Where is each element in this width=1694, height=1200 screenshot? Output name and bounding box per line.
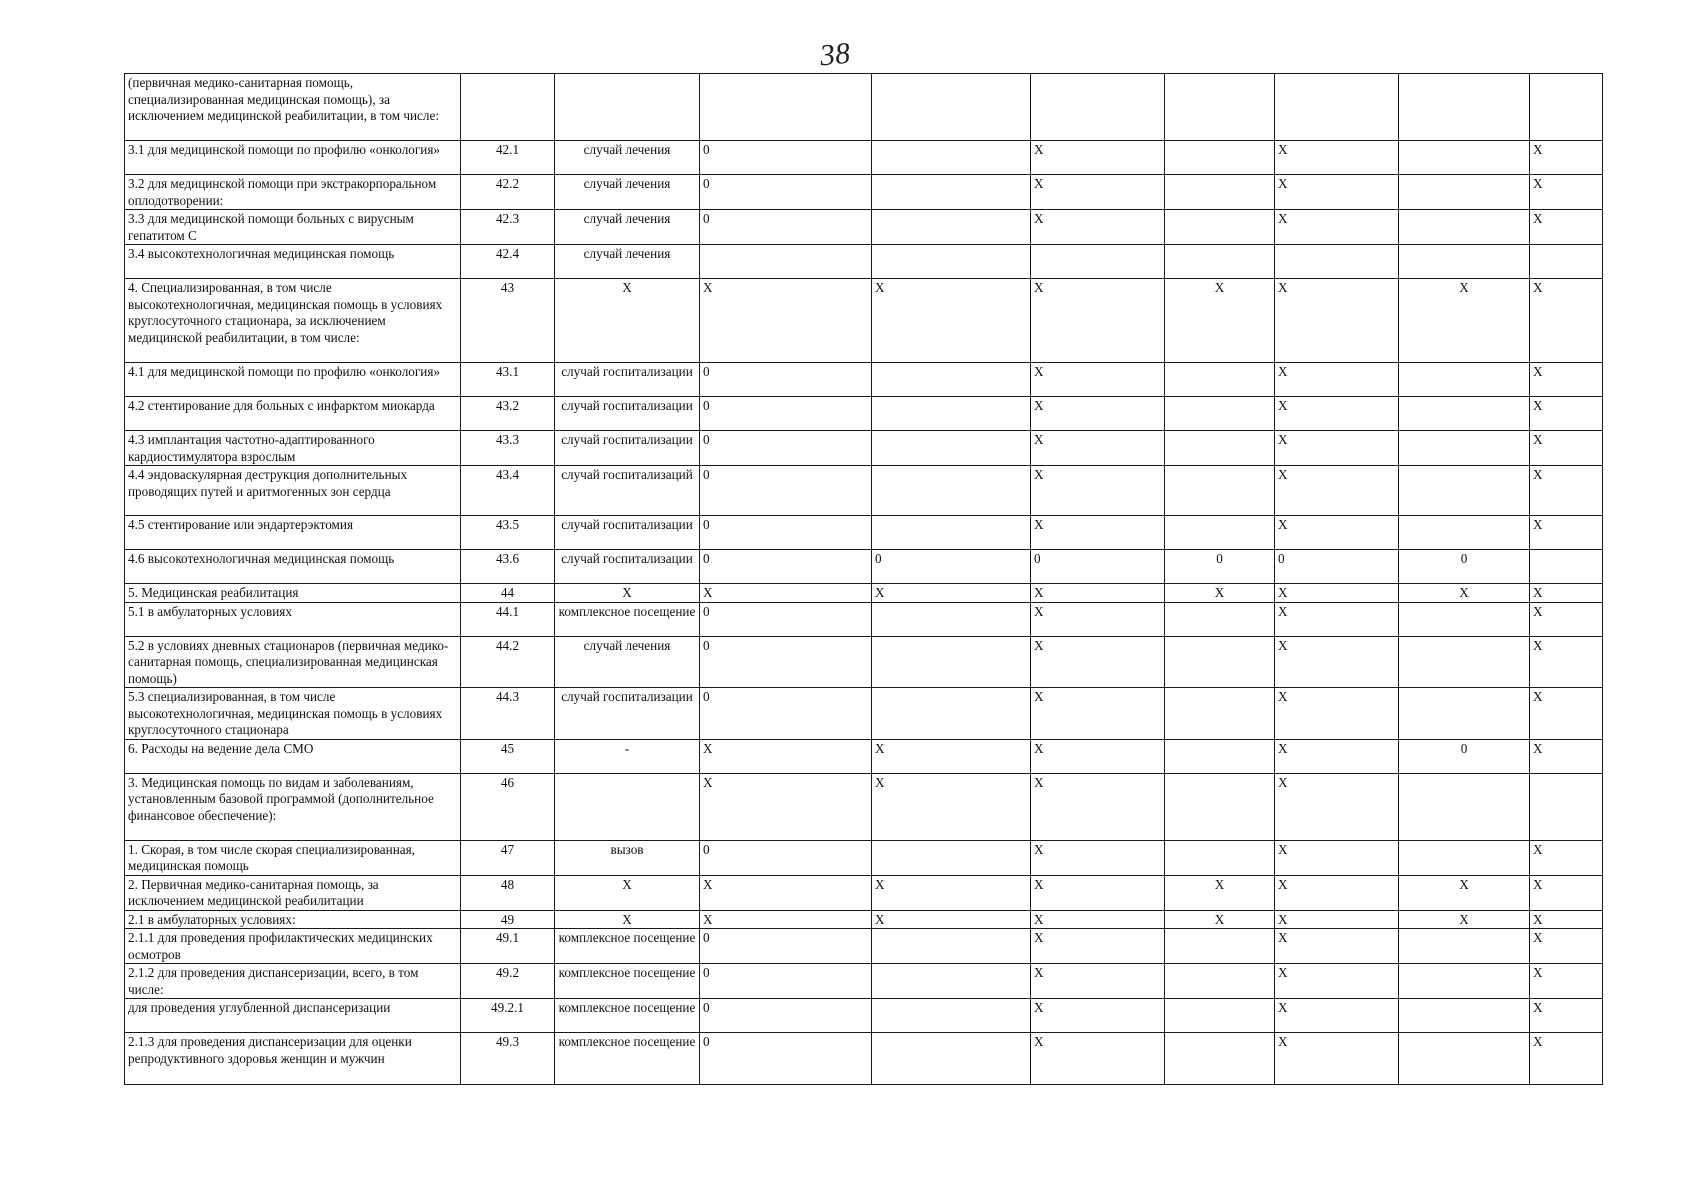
row-name: 3.2 для медицинской помощи при экстракорпоральном оплодотворении: [125, 175, 461, 210]
value-cell-10 [1530, 773, 1603, 840]
table-row [125, 875, 1603, 910]
value-cell-9: X [1399, 279, 1530, 363]
value-cell-7: X [1165, 875, 1275, 910]
unit-cell: случай лечения [555, 210, 700, 245]
unit-cell [555, 773, 700, 840]
value-cell-10: X [1530, 875, 1603, 910]
page-number: 38 [818, 36, 852, 73]
value-cell-7 [1165, 141, 1275, 175]
value-cell-7 [1165, 74, 1275, 141]
value-cell-10: X [1530, 636, 1603, 688]
value-cell-5 [872, 466, 1031, 516]
table-row [125, 999, 1603, 1033]
value-cell-10: X [1530, 602, 1603, 636]
value-cell-6: X [1031, 516, 1165, 550]
row-name: 4.6 высокотехнологичная медицинская помощь [125, 550, 461, 584]
row-code: 45 [461, 739, 555, 773]
unit-cell: случай госпитализации [555, 431, 700, 466]
row-code: 42.4 [461, 245, 555, 279]
value-cell-6: 0 [1031, 550, 1165, 584]
value-cell-8: X [1275, 739, 1399, 773]
value-cell-10: X [1530, 141, 1603, 175]
row-name: 3.4 высокотехнологичная медицинская помощь [125, 245, 461, 279]
value-cell-7 [1165, 1033, 1275, 1085]
value-cell-9 [1399, 688, 1530, 740]
unit-cell: X [555, 279, 700, 363]
unit-cell: случай госпитализации [555, 516, 700, 550]
value-cell-8 [1275, 245, 1399, 279]
row-code: 42.3 [461, 210, 555, 245]
value-cell-6: X [1031, 141, 1165, 175]
value-cell-5 [872, 840, 1031, 875]
value-cell-10: X [1530, 1033, 1603, 1085]
value-cell-10: X [1530, 516, 1603, 550]
value-cell-8: X [1275, 431, 1399, 466]
value-cell-5: 0 [872, 550, 1031, 584]
row-name: 2.1.3 для проведения диспансеризации для оценки репродуктивного здоровья женщин и мужчин [125, 1033, 461, 1085]
value-cell-6: X [1031, 397, 1165, 431]
value-cell-6: X [1031, 279, 1165, 363]
table-row [125, 739, 1603, 773]
value-cell-7 [1165, 739, 1275, 773]
table-row [125, 688, 1603, 740]
value-cell-4: 0 [700, 840, 872, 875]
value-cell-4: X [700, 875, 872, 910]
table-row [125, 431, 1603, 466]
value-cell-8: X [1275, 602, 1399, 636]
unit-cell: случай госпитализации [555, 397, 700, 431]
value-cell-8: X [1275, 516, 1399, 550]
value-cell-7 [1165, 397, 1275, 431]
row-code: 49.1 [461, 929, 555, 964]
row-name: 2. Первичная медико-санитарная помощь, за исключением медицинской реабилитации [125, 875, 461, 910]
row-name: 2.1.1 для проведения профилактических медицинских осмотров [125, 929, 461, 964]
value-cell-5: X [872, 584, 1031, 603]
unit-cell: вызов [555, 840, 700, 875]
value-cell-8: X [1275, 397, 1399, 431]
value-cell-5 [872, 602, 1031, 636]
value-cell-5 [872, 397, 1031, 431]
value-cell-6: X [1031, 773, 1165, 840]
row-name: 4.5 стентирование или эндартерэктомия [125, 516, 461, 550]
value-cell-4: 0 [700, 363, 872, 397]
value-cell-7 [1165, 245, 1275, 279]
value-cell-9 [1399, 929, 1530, 964]
value-cell-9 [1399, 397, 1530, 431]
value-cell-8: X [1275, 141, 1399, 175]
value-cell-6 [1031, 245, 1165, 279]
value-cell-5 [872, 636, 1031, 688]
value-cell-7 [1165, 840, 1275, 875]
value-cell-9: X [1399, 910, 1530, 929]
value-cell-9 [1399, 999, 1530, 1033]
value-cell-4: X [700, 584, 872, 603]
value-cell-8: X [1275, 999, 1399, 1033]
value-cell-9 [1399, 773, 1530, 840]
value-cell-10: X [1530, 964, 1603, 999]
table-row [125, 773, 1603, 840]
row-name: 4.2 стентирование для больных с инфарктом миокарда [125, 397, 461, 431]
value-cell-6: X [1031, 1033, 1165, 1085]
value-cell-9 [1399, 141, 1530, 175]
table-row [125, 245, 1603, 279]
value-cell-5 [872, 929, 1031, 964]
table-row [125, 636, 1603, 688]
value-cell-10: X [1530, 363, 1603, 397]
value-cell-4: 0 [700, 210, 872, 245]
value-cell-4 [700, 74, 872, 141]
value-cell-7 [1165, 363, 1275, 397]
value-cell-7 [1165, 516, 1275, 550]
value-cell-8: X [1275, 964, 1399, 999]
value-cell-4: 0 [700, 397, 872, 431]
value-cell-4: 0 [700, 141, 872, 175]
row-name: 1. Скорая, в том числе скорая специализированная, медицинская помощь [125, 840, 461, 875]
row-code: 46 [461, 773, 555, 840]
value-cell-10 [1530, 245, 1603, 279]
value-cell-6: X [1031, 910, 1165, 929]
table-row [125, 141, 1603, 175]
row-code: 48 [461, 875, 555, 910]
value-cell-4: 0 [700, 999, 872, 1033]
row-code: 49.2 [461, 964, 555, 999]
value-cell-9 [1399, 363, 1530, 397]
value-cell-8: X [1275, 279, 1399, 363]
row-code [461, 74, 555, 141]
value-cell-6: X [1031, 875, 1165, 910]
value-cell-5 [872, 516, 1031, 550]
row-name: 4.3 имплантация частотно-адаптированного кардиостимулятора взрослым [125, 431, 461, 466]
value-cell-5 [872, 431, 1031, 466]
value-cell-10: X [1530, 279, 1603, 363]
table-row [125, 840, 1603, 875]
unit-cell: случай лечения [555, 141, 700, 175]
value-cell-4: 0 [700, 602, 872, 636]
value-cell-5 [872, 688, 1031, 740]
value-cell-6: X [1031, 431, 1165, 466]
unit-cell: случай госпитализации [555, 363, 700, 397]
table-row [125, 466, 1603, 516]
row-name: 4. Специализированная, в том числе высокотехнологичная, медицинская помощь в условиях круглосуточного стационара, за исключением медицинской реабилитации, в том числе: [125, 279, 461, 363]
value-cell-4: 0 [700, 929, 872, 964]
table-row [125, 584, 1603, 603]
unit-cell: комплексное посещение [555, 929, 700, 964]
row-code: 42.1 [461, 141, 555, 175]
value-cell-10: X [1530, 175, 1603, 210]
value-cell-7 [1165, 636, 1275, 688]
value-cell-9: 0 [1399, 550, 1530, 584]
value-cell-10: X [1530, 466, 1603, 516]
value-cell-7: 0 [1165, 550, 1275, 584]
table-row [125, 929, 1603, 964]
value-cell-7 [1165, 431, 1275, 466]
value-cell-4: X [700, 910, 872, 929]
unit-cell: случай госпитализации [555, 550, 700, 584]
row-code: 43 [461, 279, 555, 363]
row-name: 5.2 в условиях дневных стационаров (первичная медико-санитарная помощь, специализированная медицинская помощь) [125, 636, 461, 688]
value-cell-7 [1165, 964, 1275, 999]
value-cell-6: X [1031, 964, 1165, 999]
value-cell-8: X [1275, 636, 1399, 688]
value-cell-5 [872, 363, 1031, 397]
unit-cell: случай лечения [555, 245, 700, 279]
table-row [125, 1033, 1603, 1085]
row-name: 3. Медицинская помощь по видам и заболеваниям, установленным базовой программой (дополнительное финансовое обеспечение): [125, 773, 461, 840]
value-cell-4: 0 [700, 431, 872, 466]
value-cell-8: 0 [1275, 550, 1399, 584]
unit-cell: комплексное посещение [555, 1033, 700, 1085]
table-row [125, 279, 1603, 363]
value-cell-4: X [700, 773, 872, 840]
value-cell-7 [1165, 602, 1275, 636]
value-cell-9: 0 [1399, 739, 1530, 773]
value-cell-10: X [1530, 910, 1603, 929]
value-cell-4: X [700, 739, 872, 773]
value-cell-10 [1530, 550, 1603, 584]
row-name: 5. Медицинская реабилитация [125, 584, 461, 603]
value-cell-4: X [700, 279, 872, 363]
value-cell-4: 0 [700, 516, 872, 550]
value-cell-10: X [1530, 840, 1603, 875]
value-cell-5 [872, 245, 1031, 279]
value-cell-8: X [1275, 363, 1399, 397]
unit-cell: комплексное посещение [555, 602, 700, 636]
value-cell-10: X [1530, 929, 1603, 964]
value-cell-6: X [1031, 466, 1165, 516]
value-cell-5: X [872, 739, 1031, 773]
value-cell-7 [1165, 688, 1275, 740]
value-cell-6: X [1031, 929, 1165, 964]
value-cell-8: X [1275, 1033, 1399, 1085]
value-cell-8: X [1275, 175, 1399, 210]
value-cell-6: X [1031, 636, 1165, 688]
value-cell-5 [872, 210, 1031, 245]
value-cell-10: X [1530, 431, 1603, 466]
unit-cell: комплексное посещение [555, 964, 700, 999]
value-cell-8: X [1275, 584, 1399, 603]
value-cell-9 [1399, 210, 1530, 245]
value-cell-10: X [1530, 584, 1603, 603]
value-cell-9 [1399, 636, 1530, 688]
row-code: 44 [461, 584, 555, 603]
value-cell-5: X [872, 279, 1031, 363]
row-code: 43.2 [461, 397, 555, 431]
value-cell-10 [1530, 74, 1603, 141]
unit-cell: X [555, 875, 700, 910]
table-row [125, 602, 1603, 636]
unit-cell: случай госпитализаций [555, 466, 700, 516]
row-name: 5.1 в амбулаторных условиях [125, 602, 461, 636]
value-cell-7 [1165, 210, 1275, 245]
row-name: 5.3 специализированная, в том числе высокотехнологичная, медицинская помощь в условиях круглосуточного стационара [125, 688, 461, 740]
row-name: 4.4 эндоваскулярная деструкция дополнительных проводящих путей и аритмогенных зон сердца [125, 466, 461, 516]
table-row [125, 516, 1603, 550]
value-cell-8: X [1275, 466, 1399, 516]
row-name: 3.1 для медицинской помощи по профилю «онкология» [125, 141, 461, 175]
value-cell-5 [872, 141, 1031, 175]
value-cell-9 [1399, 1033, 1530, 1085]
value-cell-5 [872, 964, 1031, 999]
value-cell-6: X [1031, 739, 1165, 773]
table-row [125, 964, 1603, 999]
row-code: 43.4 [461, 466, 555, 516]
value-cell-7: X [1165, 584, 1275, 603]
value-cell-7 [1165, 929, 1275, 964]
table-row [125, 363, 1603, 397]
value-cell-9 [1399, 840, 1530, 875]
value-cell-8 [1275, 74, 1399, 141]
unit-cell: X [555, 910, 700, 929]
value-cell-5: X [872, 875, 1031, 910]
financing-table [124, 73, 1603, 1085]
table-row [125, 397, 1603, 431]
value-cell-9 [1399, 245, 1530, 279]
unit-cell: X [555, 584, 700, 603]
value-cell-5 [872, 74, 1031, 141]
value-cell-9: X [1399, 875, 1530, 910]
value-cell-7 [1165, 999, 1275, 1033]
value-cell-6 [1031, 74, 1165, 141]
table-row [125, 210, 1603, 245]
row-code: 44.2 [461, 636, 555, 688]
value-cell-5: X [872, 910, 1031, 929]
value-cell-7: X [1165, 910, 1275, 929]
value-cell-8: X [1275, 688, 1399, 740]
value-cell-4: 0 [700, 1033, 872, 1085]
row-name: для проведения углубленной диспансеризации [125, 999, 461, 1033]
row-code: 44.3 [461, 688, 555, 740]
value-cell-4: 0 [700, 688, 872, 740]
value-cell-4: 0 [700, 964, 872, 999]
row-code: 42.2 [461, 175, 555, 210]
value-cell-10: X [1530, 397, 1603, 431]
value-cell-6: X [1031, 175, 1165, 210]
table-row [125, 550, 1603, 584]
value-cell-4: 0 [700, 550, 872, 584]
value-cell-8: X [1275, 910, 1399, 929]
value-cell-6: X [1031, 840, 1165, 875]
value-cell-9 [1399, 431, 1530, 466]
value-cell-5 [872, 1033, 1031, 1085]
value-cell-6: X [1031, 602, 1165, 636]
row-code: 43.5 [461, 516, 555, 550]
value-cell-4: 0 [700, 175, 872, 210]
row-code: 44.1 [461, 602, 555, 636]
row-name: 6. Расходы на ведение дела СМО [125, 739, 461, 773]
value-cell-8: X [1275, 840, 1399, 875]
row-code: 43.6 [461, 550, 555, 584]
value-cell-9 [1399, 516, 1530, 550]
row-code: 49.2.1 [461, 999, 555, 1033]
value-cell-5 [872, 175, 1031, 210]
value-cell-6: X [1031, 363, 1165, 397]
value-cell-8: X [1275, 929, 1399, 964]
table-row [125, 175, 1603, 210]
value-cell-4: 0 [700, 466, 872, 516]
value-cell-7: X [1165, 279, 1275, 363]
value-cell-5: X [872, 773, 1031, 840]
value-cell-8: X [1275, 210, 1399, 245]
unit-cell: случай госпитализации [555, 688, 700, 740]
row-code: 43.1 [461, 363, 555, 397]
value-cell-9 [1399, 466, 1530, 516]
row-code: 47 [461, 840, 555, 875]
table-row [125, 910, 1603, 929]
value-cell-10: X [1530, 210, 1603, 245]
value-cell-10: X [1530, 999, 1603, 1033]
table-body [125, 74, 1603, 1085]
value-cell-4: 0 [700, 636, 872, 688]
value-cell-9 [1399, 74, 1530, 141]
row-name: (первичная медико-санитарная помощь, специализированная медицинская помощь), за исключением медицинской реабилитации, в том числе: [125, 74, 461, 141]
unit-cell: комплексное посещение [555, 999, 700, 1033]
value-cell-10: X [1530, 688, 1603, 740]
value-cell-9 [1399, 964, 1530, 999]
unit-cell: - [555, 739, 700, 773]
row-name: 3.3 для медицинской помощи больных с вирусным гепатитом С [125, 210, 461, 245]
value-cell-10: X [1530, 739, 1603, 773]
value-cell-7 [1165, 466, 1275, 516]
value-cell-6: X [1031, 688, 1165, 740]
row-name: 2.1.2 для проведения диспансеризации, всего, в том числе: [125, 964, 461, 999]
table-row [125, 74, 1603, 141]
value-cell-4 [700, 245, 872, 279]
value-cell-7 [1165, 175, 1275, 210]
row-name: 2.1 в амбулаторных условиях: [125, 910, 461, 929]
unit-cell: случай лечения [555, 175, 700, 210]
row-name: 4.1 для медицинской помощи по профилю «онкология» [125, 363, 461, 397]
row-code: 49 [461, 910, 555, 929]
row-code: 43.3 [461, 431, 555, 466]
value-cell-9 [1399, 602, 1530, 636]
value-cell-6: X [1031, 210, 1165, 245]
value-cell-9: X [1399, 584, 1530, 603]
value-cell-8: X [1275, 773, 1399, 840]
value-cell-6: X [1031, 584, 1165, 603]
unit-cell: случай лечения [555, 636, 700, 688]
value-cell-7 [1165, 773, 1275, 840]
value-cell-6: X [1031, 999, 1165, 1033]
row-code: 49.3 [461, 1033, 555, 1085]
unit-cell [555, 74, 700, 141]
value-cell-8: X [1275, 875, 1399, 910]
value-cell-5 [872, 999, 1031, 1033]
value-cell-9 [1399, 175, 1530, 210]
